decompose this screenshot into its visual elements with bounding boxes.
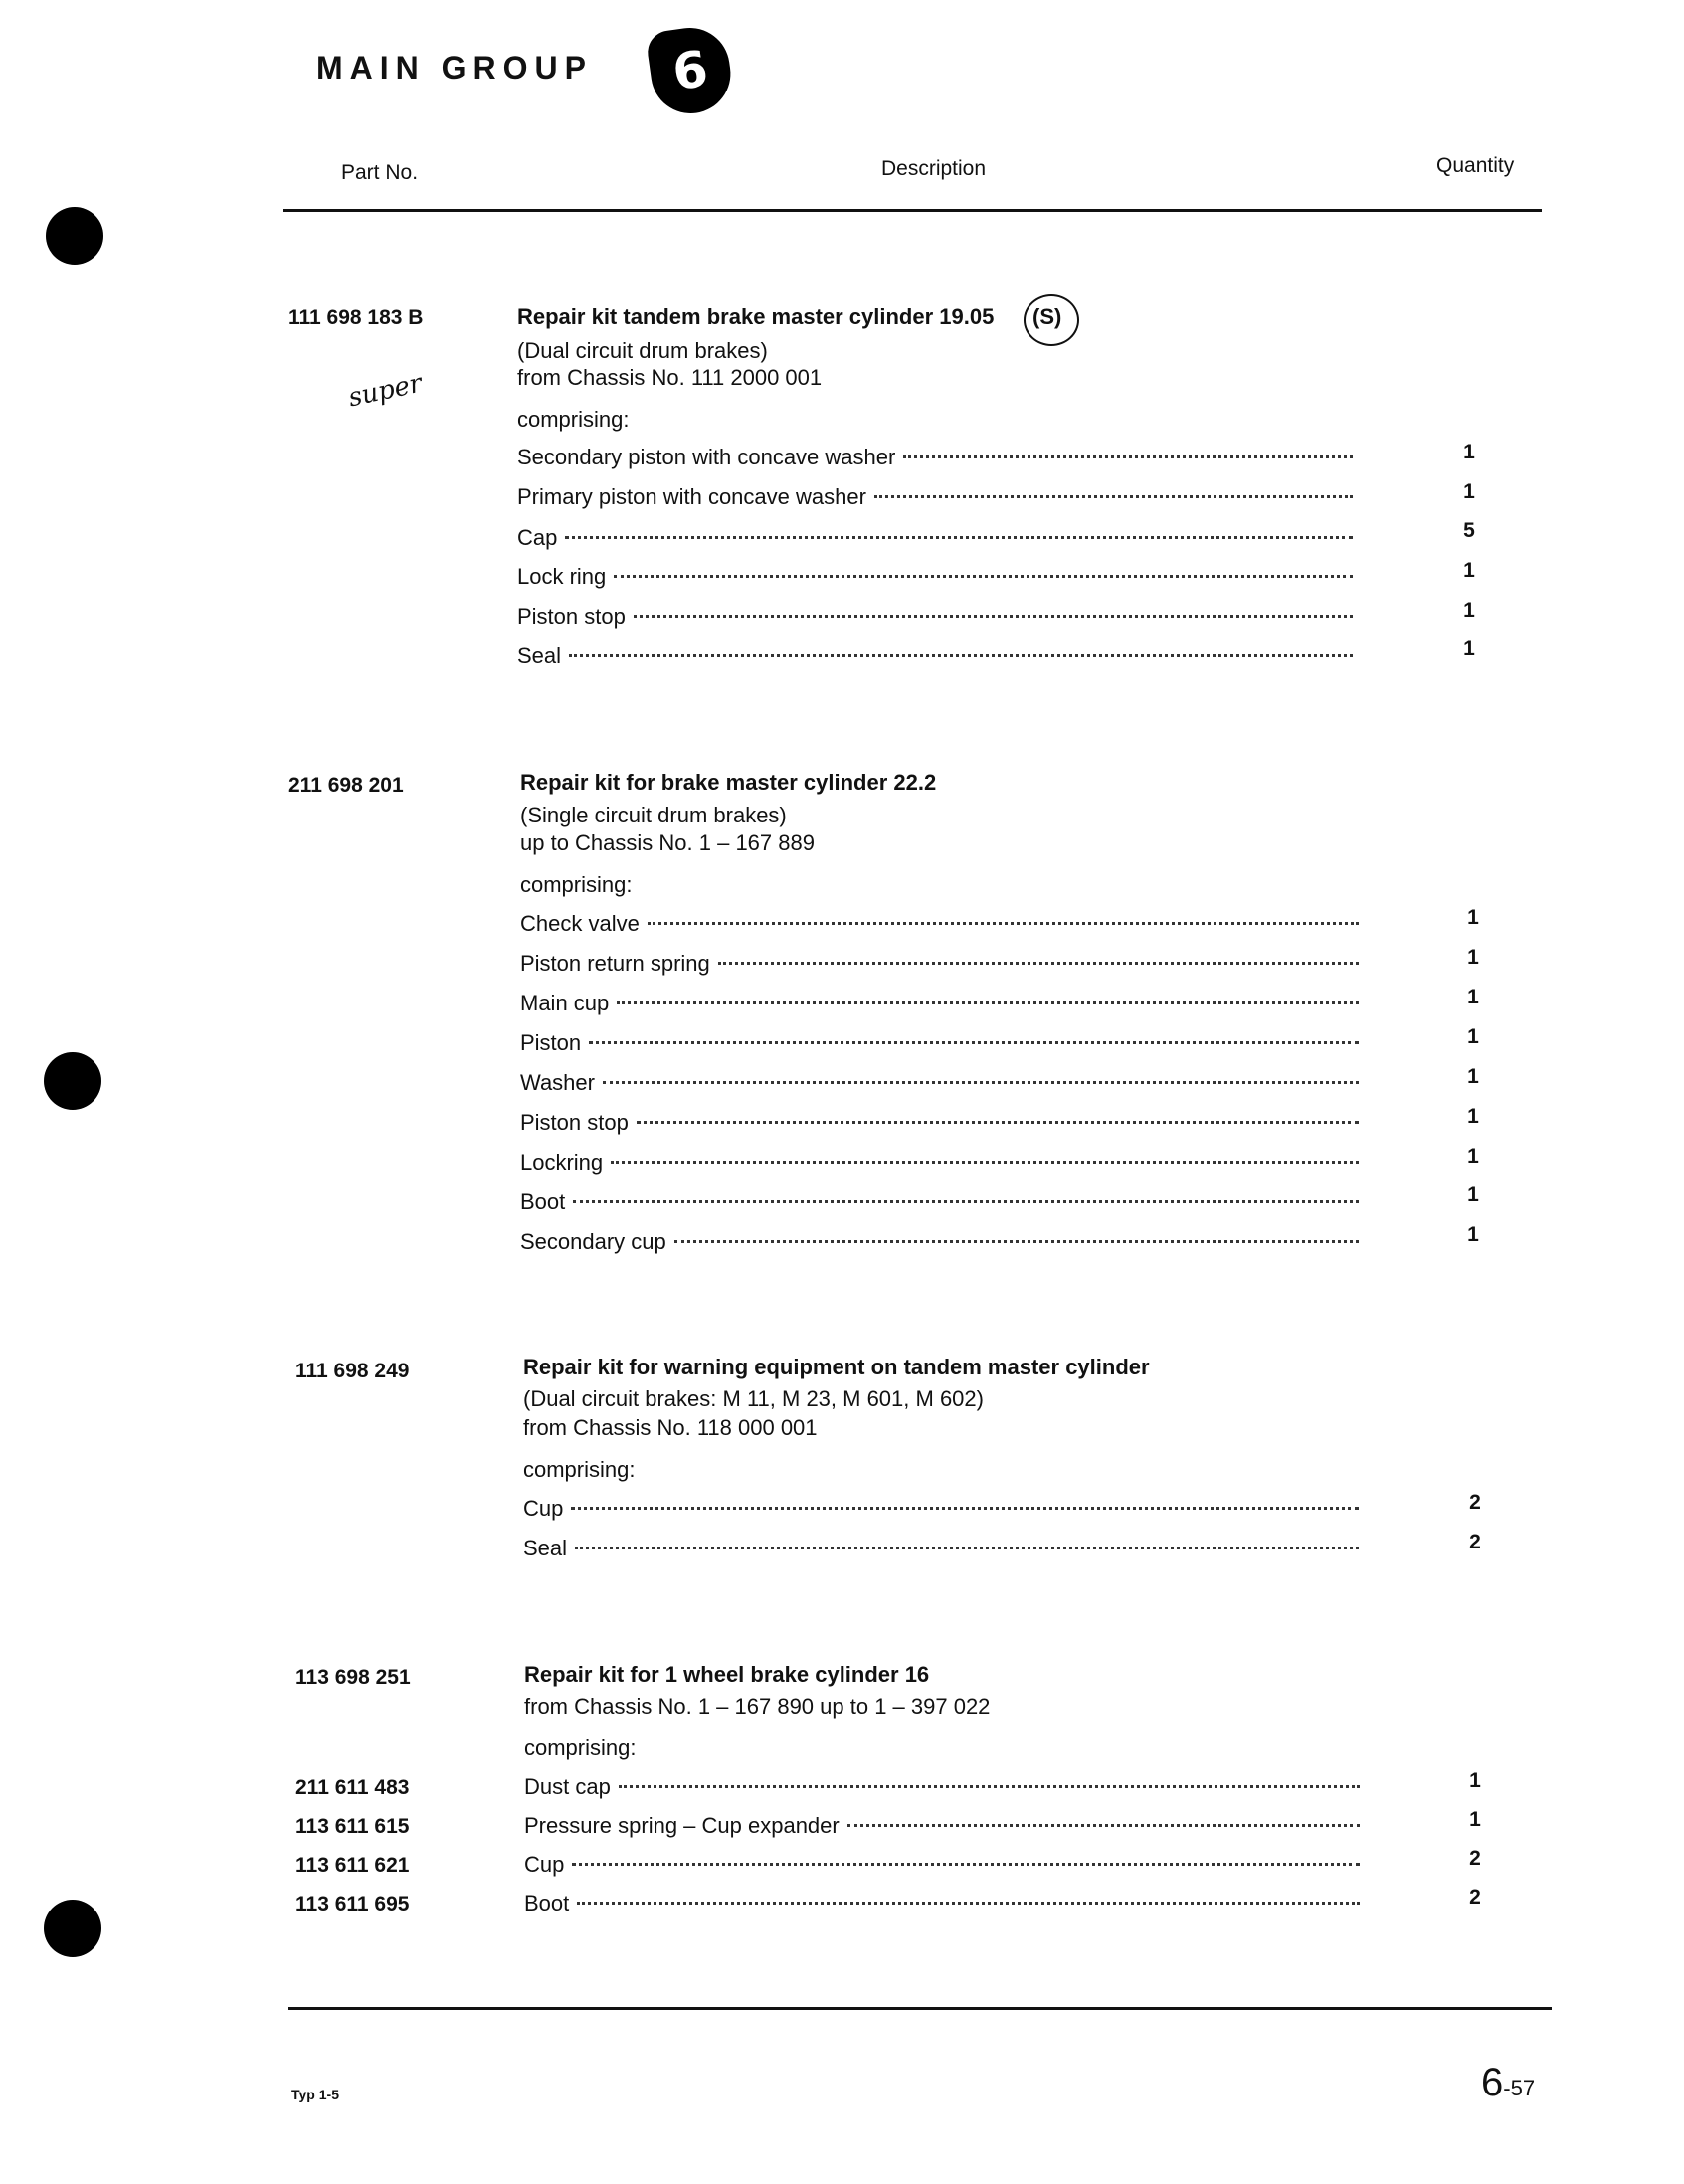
list-item — [520, 991, 1359, 1016]
item-part-no: 113 611 615 — [295, 1815, 410, 1838]
list-item — [520, 911, 1359, 937]
page-number-main: 6 — [1481, 2061, 1504, 2104]
leader-dots — [571, 1507, 1359, 1510]
item-qty: 1 — [1463, 637, 1475, 660]
section-line: (Dual circuit brakes: M 11, M 23, M 601, M 602) — [523, 1386, 984, 1411]
item-label: Piston stop — [517, 604, 626, 629]
list-item — [520, 951, 1359, 977]
list-item — [524, 1813, 1360, 1839]
punch-hole-middle — [44, 1052, 101, 1110]
item-qty: 1 — [1469, 1808, 1481, 1831]
leader-dots — [572, 1863, 1360, 1866]
item-label: Cup — [523, 1496, 564, 1521]
item-qty: 1 — [1463, 599, 1475, 622]
item-qty: 1 — [1467, 1025, 1479, 1048]
leader-dots — [575, 1547, 1359, 1549]
list-item — [517, 604, 1353, 630]
section-title: Repair kit tandem brake master cylinder 19.05 — [517, 304, 995, 329]
column-header-quantity: Quantity — [1436, 154, 1515, 177]
item-qty: 1 — [1467, 906, 1479, 929]
leader-dots — [874, 495, 1353, 498]
leader-dots — [614, 575, 1353, 578]
item-label: Pressure spring – Cup expander — [524, 1813, 840, 1838]
list-item — [517, 525, 1353, 551]
section-line: (Dual circuit drum brakes) — [517, 338, 768, 363]
item-qty: 1 — [1463, 480, 1475, 503]
list-item — [517, 484, 1353, 510]
section-part-no: 113 698 251 — [295, 1666, 411, 1689]
leader-dots — [718, 962, 1359, 965]
section-part-no: 111 698 183 B — [288, 306, 424, 329]
group-number: 6 — [668, 39, 712, 102]
section-title: Repair kit for 1 wheel brake cylinder 16 — [524, 1662, 930, 1687]
comprising-label: comprising: — [524, 1735, 637, 1760]
main-group-title: MAIN GROUP — [316, 50, 593, 86]
leader-dots — [617, 1001, 1359, 1004]
item-label: Dust cap — [524, 1774, 611, 1799]
item-qty: 2 — [1469, 1491, 1481, 1514]
item-qty: 1 — [1467, 1105, 1479, 1128]
punch-hole-bottom — [44, 1900, 101, 1957]
section-line: from Chassis No. 111 2000 001 — [517, 365, 823, 390]
page-number-separator: - — [1503, 2076, 1511, 2100]
item-label: Main cup — [520, 991, 610, 1015]
list-item — [520, 1150, 1359, 1176]
leader-dots — [573, 1200, 1359, 1203]
leader-dots — [589, 1041, 1359, 1044]
item-qty: 1 — [1467, 1145, 1479, 1168]
type-label: Typ 1-5 — [291, 2087, 339, 2102]
list-item — [517, 564, 1353, 590]
item-qty: 1 — [1467, 1065, 1479, 1088]
item-qty: 1 — [1463, 441, 1475, 463]
item-qty: 1 — [1467, 946, 1479, 969]
comprising-label: comprising: — [517, 407, 630, 432]
section-line: (Single circuit drum brakes) — [520, 803, 787, 827]
header-rule — [283, 209, 1542, 212]
item-qty: 1 — [1467, 1223, 1479, 1246]
leader-dots — [637, 1121, 1359, 1124]
leader-dots — [611, 1161, 1359, 1164]
punch-hole-top — [46, 207, 103, 265]
item-part-no: 113 611 695 — [295, 1893, 410, 1915]
item-qty: 1 — [1469, 1769, 1481, 1792]
list-item — [517, 643, 1353, 669]
group-number-badge — [645, 23, 735, 118]
list-item — [520, 1070, 1359, 1096]
comprising-label: comprising: — [520, 872, 633, 897]
list-item — [523, 1536, 1359, 1561]
item-qty: 2 — [1469, 1886, 1481, 1909]
section-line: from Chassis No. 118 000 001 — [523, 1415, 818, 1440]
item-label: Seal — [523, 1536, 568, 1560]
item-label: Piston return spring — [520, 951, 710, 976]
leader-dots — [569, 654, 1353, 657]
handwritten-note: super — [345, 368, 425, 414]
leader-dots — [674, 1240, 1359, 1243]
section-title: Repair kit for brake master cylinder 22.2 — [520, 770, 937, 795]
item-qty: 2 — [1469, 1847, 1481, 1870]
section-part-no: 111 698 249 — [295, 1360, 410, 1382]
section-line: from Chassis No. 1 – 167 890 up to 1 – 397 022 — [524, 1694, 991, 1719]
leader-dots — [603, 1081, 1359, 1084]
item-label: Boot — [520, 1189, 566, 1214]
item-label: Primary piston with concave washer — [517, 484, 866, 509]
comprising-label: comprising: — [523, 1457, 636, 1482]
list-item — [524, 1852, 1360, 1878]
list-item — [524, 1891, 1360, 1916]
column-header-part-no: Part No. — [341, 161, 419, 184]
list-item — [520, 1030, 1359, 1056]
leader-dots — [648, 922, 1359, 925]
leader-dots — [634, 615, 1353, 618]
footer-rule — [288, 2007, 1552, 2010]
list-item — [520, 1189, 1359, 1215]
item-qty: 1 — [1463, 559, 1475, 582]
item-qty: 2 — [1469, 1531, 1481, 1553]
item-qty: 5 — [1463, 519, 1475, 542]
section-line: up to Chassis No. 1 – 167 889 — [520, 830, 815, 855]
item-label: Lock ring — [517, 564, 607, 589]
item-label: Cup — [524, 1852, 565, 1877]
list-item — [520, 1110, 1359, 1136]
item-label: Lockring — [520, 1150, 604, 1175]
list-item — [520, 1229, 1359, 1255]
item-part-no: 211 611 483 — [295, 1776, 410, 1799]
leader-dots — [619, 1785, 1360, 1788]
leader-dots — [577, 1902, 1360, 1905]
item-qty: 1 — [1467, 986, 1479, 1008]
item-label: Washer — [520, 1070, 595, 1095]
item-label: Boot — [524, 1891, 570, 1915]
circled-mark-text: (S) — [1032, 304, 1062, 329]
item-part-no: 113 611 621 — [295, 1854, 410, 1877]
item-label: Piston stop — [520, 1110, 629, 1135]
section-part-no: 211 698 201 — [288, 774, 404, 797]
item-label: Secondary piston with concave washer — [517, 445, 896, 469]
page-number-sub: 57 — [1510, 2076, 1536, 2100]
list-item — [517, 445, 1353, 470]
list-item — [524, 1774, 1360, 1800]
list-item — [523, 1496, 1359, 1522]
leader-dots — [903, 455, 1353, 458]
item-label: Piston — [520, 1030, 582, 1055]
column-header-description: Description — [881, 157, 987, 180]
item-label: Seal — [517, 643, 562, 668]
page-number — [1481, 2061, 1535, 2105]
leader-dots — [847, 1824, 1360, 1827]
item-label: Cap — [517, 525, 558, 550]
item-label: Check valve — [520, 911, 640, 936]
section-title: Repair kit for warning equipment on tandem master cylinder — [523, 1355, 1150, 1379]
item-qty: 1 — [1467, 1183, 1479, 1206]
item-label: Secondary cup — [520, 1229, 666, 1254]
leader-dots — [565, 536, 1353, 539]
